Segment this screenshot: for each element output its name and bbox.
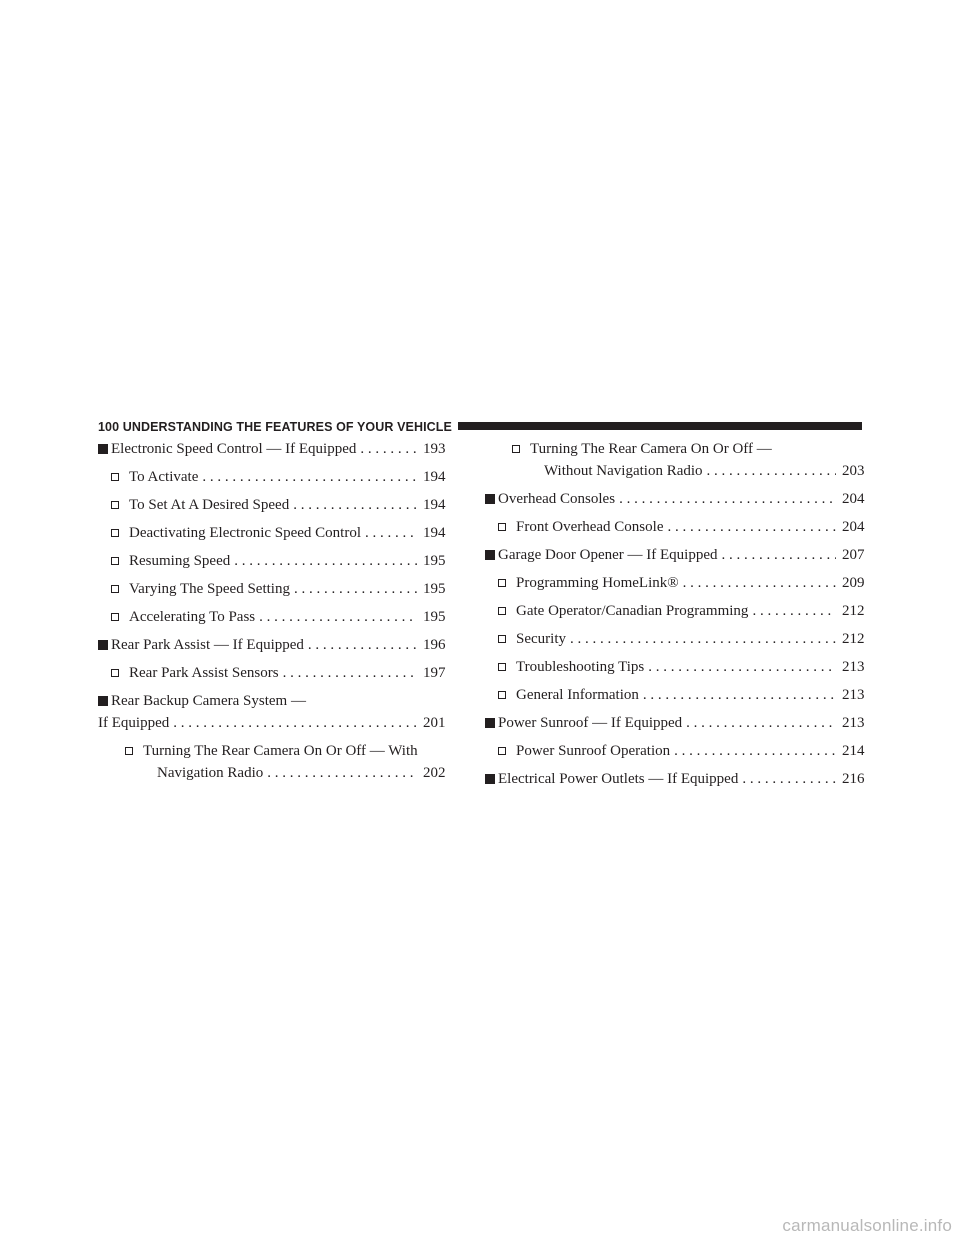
dot-leader <box>202 466 417 488</box>
toc-page-number: 201 <box>423 715 446 731</box>
toc-entry-label: Rear Park Assist Sensors <box>129 665 279 681</box>
toc-entry-row <box>129 550 445 572</box>
toc-entry-row <box>516 684 864 706</box>
toc-entry-row <box>516 572 864 594</box>
toc-page-number: 214 <box>842 743 865 759</box>
hollow-square-bullet-icon <box>498 523 506 531</box>
toc-entry-label-line1: Turning The Rear Camera On Or Off — With <box>143 743 418 759</box>
toc-entry-row <box>129 522 445 544</box>
toc-section-entry[interactable] <box>98 690 446 734</box>
toc-entry-row <box>129 606 445 628</box>
toc-entry-label: Deactivating Electronic Speed Control <box>129 525 362 541</box>
toc-page-number: 216 <box>842 771 865 787</box>
filled-square-bullet-icon <box>485 550 495 560</box>
toc-entry-row <box>516 628 864 650</box>
hollow-square-bullet-icon <box>498 607 506 615</box>
hollow-square-bullet-icon <box>111 585 119 593</box>
toc-entry-label-line1: Rear Backup Camera System — <box>111 693 306 709</box>
dot-leader <box>683 572 836 594</box>
dot-leader <box>360 438 417 460</box>
toc-page-number: 194 <box>423 469 446 485</box>
dot-leader <box>619 488 836 510</box>
toc-page-number: 212 <box>842 631 865 647</box>
dot-leader <box>570 628 836 650</box>
header-rule <box>458 422 862 430</box>
dot-leader <box>259 606 417 628</box>
dot-leader <box>293 494 417 516</box>
toc-section-entry[interactable] <box>498 712 864 734</box>
toc-page-number: 204 <box>842 519 865 535</box>
dot-leader <box>686 712 836 734</box>
toc-entry-row <box>498 712 864 734</box>
toc-subsection-entry[interactable] <box>111 662 445 684</box>
hollow-square-bullet-icon <box>111 473 119 481</box>
toc-entry-row <box>129 662 445 684</box>
toc-entry-label: Resuming Speed <box>129 553 231 569</box>
hollow-square-bullet-icon <box>125 747 133 755</box>
toc-entry-label: Electrical Power Outlets — If Equipped <box>498 771 739 787</box>
toc-entry-row <box>516 656 864 678</box>
toc-page-number: 209 <box>842 575 865 591</box>
hollow-square-bullet-icon <box>498 663 506 671</box>
dot-leader <box>707 460 836 482</box>
toc-page-number: 194 <box>423 497 446 513</box>
toc-entry-label: To Set At A Desired Speed <box>129 497 290 513</box>
dot-leader <box>283 662 417 684</box>
toc-page-number: 202 <box>423 765 446 781</box>
toc-entry-row <box>498 544 864 566</box>
toc-column-right <box>498 438 864 796</box>
filled-square-bullet-icon <box>98 696 108 706</box>
toc-page-number: 197 <box>423 665 446 681</box>
toc-entry-label: Without Navigation Radio <box>544 463 703 479</box>
toc-entry-row <box>129 494 445 516</box>
toc-entry-row <box>129 466 445 488</box>
toc-page-number: 213 <box>842 659 865 675</box>
toc-entry-label: Overhead Consoles <box>498 491 616 507</box>
toc-subsection-entry[interactable] <box>498 628 864 650</box>
toc-entry-row <box>498 488 864 510</box>
toc-entry-label: General Information <box>516 687 639 703</box>
toc-entry-label: Programming HomeLink® <box>516 575 679 591</box>
hollow-square-bullet-icon <box>512 445 520 453</box>
toc-subsection-entry[interactable] <box>111 606 445 628</box>
dot-leader <box>173 712 417 734</box>
toc-section-entry[interactable] <box>498 488 864 510</box>
dot-leader <box>722 544 837 566</box>
toc-entry-label: Troubleshooting Tips <box>516 659 645 675</box>
hollow-square-bullet-icon <box>111 669 119 677</box>
dot-leader <box>742 768 836 790</box>
dot-leader <box>667 516 836 538</box>
toc-section-entry[interactable] <box>111 438 445 460</box>
toc-entry-label: Front Overhead Console <box>516 519 664 535</box>
toc-entry-label: Navigation Radio <box>157 765 264 781</box>
dot-leader <box>267 762 417 784</box>
filled-square-bullet-icon <box>485 718 495 728</box>
toc-page-number: 194 <box>423 525 446 541</box>
hollow-square-bullet-icon <box>498 635 506 643</box>
dot-leader <box>648 656 836 678</box>
toc-page-number: 203 <box>842 463 865 479</box>
toc-subsection-entry[interactable] <box>111 578 445 600</box>
toc-entry-label: Electronic Speed Control — If Equipped <box>111 441 357 457</box>
toc-entry-label-line1: Turning The Rear Camera On Or Off — <box>530 441 772 457</box>
toc-entry-row <box>516 740 864 762</box>
hollow-square-bullet-icon <box>498 691 506 699</box>
toc-page-number: 195 <box>423 609 446 625</box>
toc-page-number: 195 <box>423 553 446 569</box>
toc-subsection-entry[interactable] <box>498 572 864 594</box>
toc-entry-row <box>111 634 445 656</box>
hollow-square-bullet-icon <box>498 579 506 587</box>
filled-square-bullet-icon <box>485 774 495 784</box>
toc-page-number: 213 <box>842 715 865 731</box>
hollow-square-bullet-icon <box>111 529 119 537</box>
toc-entry-row <box>516 516 864 538</box>
hollow-square-bullet-icon <box>111 613 119 621</box>
toc-entry-row <box>129 578 445 600</box>
dot-leader <box>643 684 836 706</box>
toc-subsection-entry[interactable] <box>498 600 864 622</box>
dot-leader <box>234 550 417 572</box>
toc-page-number: 213 <box>842 687 865 703</box>
toc-entry-label: To Activate <box>129 469 199 485</box>
dot-leader <box>752 600 836 622</box>
toc-entry-label: Accelerating To Pass <box>129 609 256 625</box>
toc-page-number: 204 <box>842 491 865 507</box>
toc-section-entry[interactable] <box>111 634 445 656</box>
hollow-square-bullet-icon <box>111 501 119 509</box>
toc-subsection-entry[interactable] <box>111 494 445 516</box>
toc-page-number: 193 <box>423 441 446 457</box>
toc-subsection-entry[interactable] <box>111 522 445 544</box>
toc-entry-label: Varying The Speed Setting <box>129 581 290 597</box>
dot-leader <box>365 522 417 544</box>
toc-entry-label: Power Sunroof Operation <box>516 743 671 759</box>
toc-entry-row <box>111 438 445 460</box>
toc-page-number: 195 <box>423 581 446 597</box>
toc-entry-label: Security <box>516 631 566 647</box>
toc-entry-row <box>544 460 864 482</box>
toc-subsection-entry[interactable] <box>498 516 864 538</box>
hollow-square-bullet-icon <box>111 557 119 565</box>
toc-subsection-entry[interactable] <box>111 466 445 488</box>
toc-entry-label: Rear Park Assist — If Equipped <box>111 637 304 653</box>
filled-square-bullet-icon <box>98 444 108 454</box>
toc-entry-label: Garage Door Opener — If Equipped <box>498 547 718 563</box>
hollow-square-bullet-icon <box>498 747 506 755</box>
toc-page-number: 196 <box>423 637 446 653</box>
toc-section-entry[interactable] <box>498 768 864 790</box>
toc-entry-label: If Equipped <box>98 715 170 731</box>
running-header <box>98 419 862 435</box>
toc-page-number: 212 <box>842 603 865 619</box>
toc-subsection-entry[interactable] <box>498 684 864 706</box>
watermark: carmanualsonline.info <box>782 1216 952 1235</box>
toc-entry-row <box>98 712 445 734</box>
toc-subsection-entry[interactable] <box>498 438 864 482</box>
dot-leader <box>308 634 417 656</box>
toc-entry-row <box>498 768 864 790</box>
dot-leader <box>294 578 417 600</box>
filled-square-bullet-icon <box>98 640 108 650</box>
toc-subsection-entry[interactable] <box>111 740 445 784</box>
toc-subsection-entry[interactable] <box>498 656 864 678</box>
toc-entry-row <box>516 600 864 622</box>
toc-subsection-entry[interactable] <box>111 550 445 572</box>
filled-square-bullet-icon <box>485 494 495 504</box>
toc-entry-row <box>157 762 445 784</box>
toc-column-left <box>98 438 446 790</box>
toc-section-entry[interactable] <box>498 544 864 566</box>
header-title: 100 UNDERSTANDING THE FEATURES OF YOUR VEHICLE <box>98 419 458 435</box>
toc-page-number: 207 <box>842 547 865 563</box>
toc-subsection-entry[interactable] <box>498 740 864 762</box>
dot-leader <box>674 740 836 762</box>
toc-entry-label: Gate Operator/Canadian Programming <box>516 603 749 619</box>
toc-entry-label: Power Sunroof — If Equipped <box>498 715 683 731</box>
